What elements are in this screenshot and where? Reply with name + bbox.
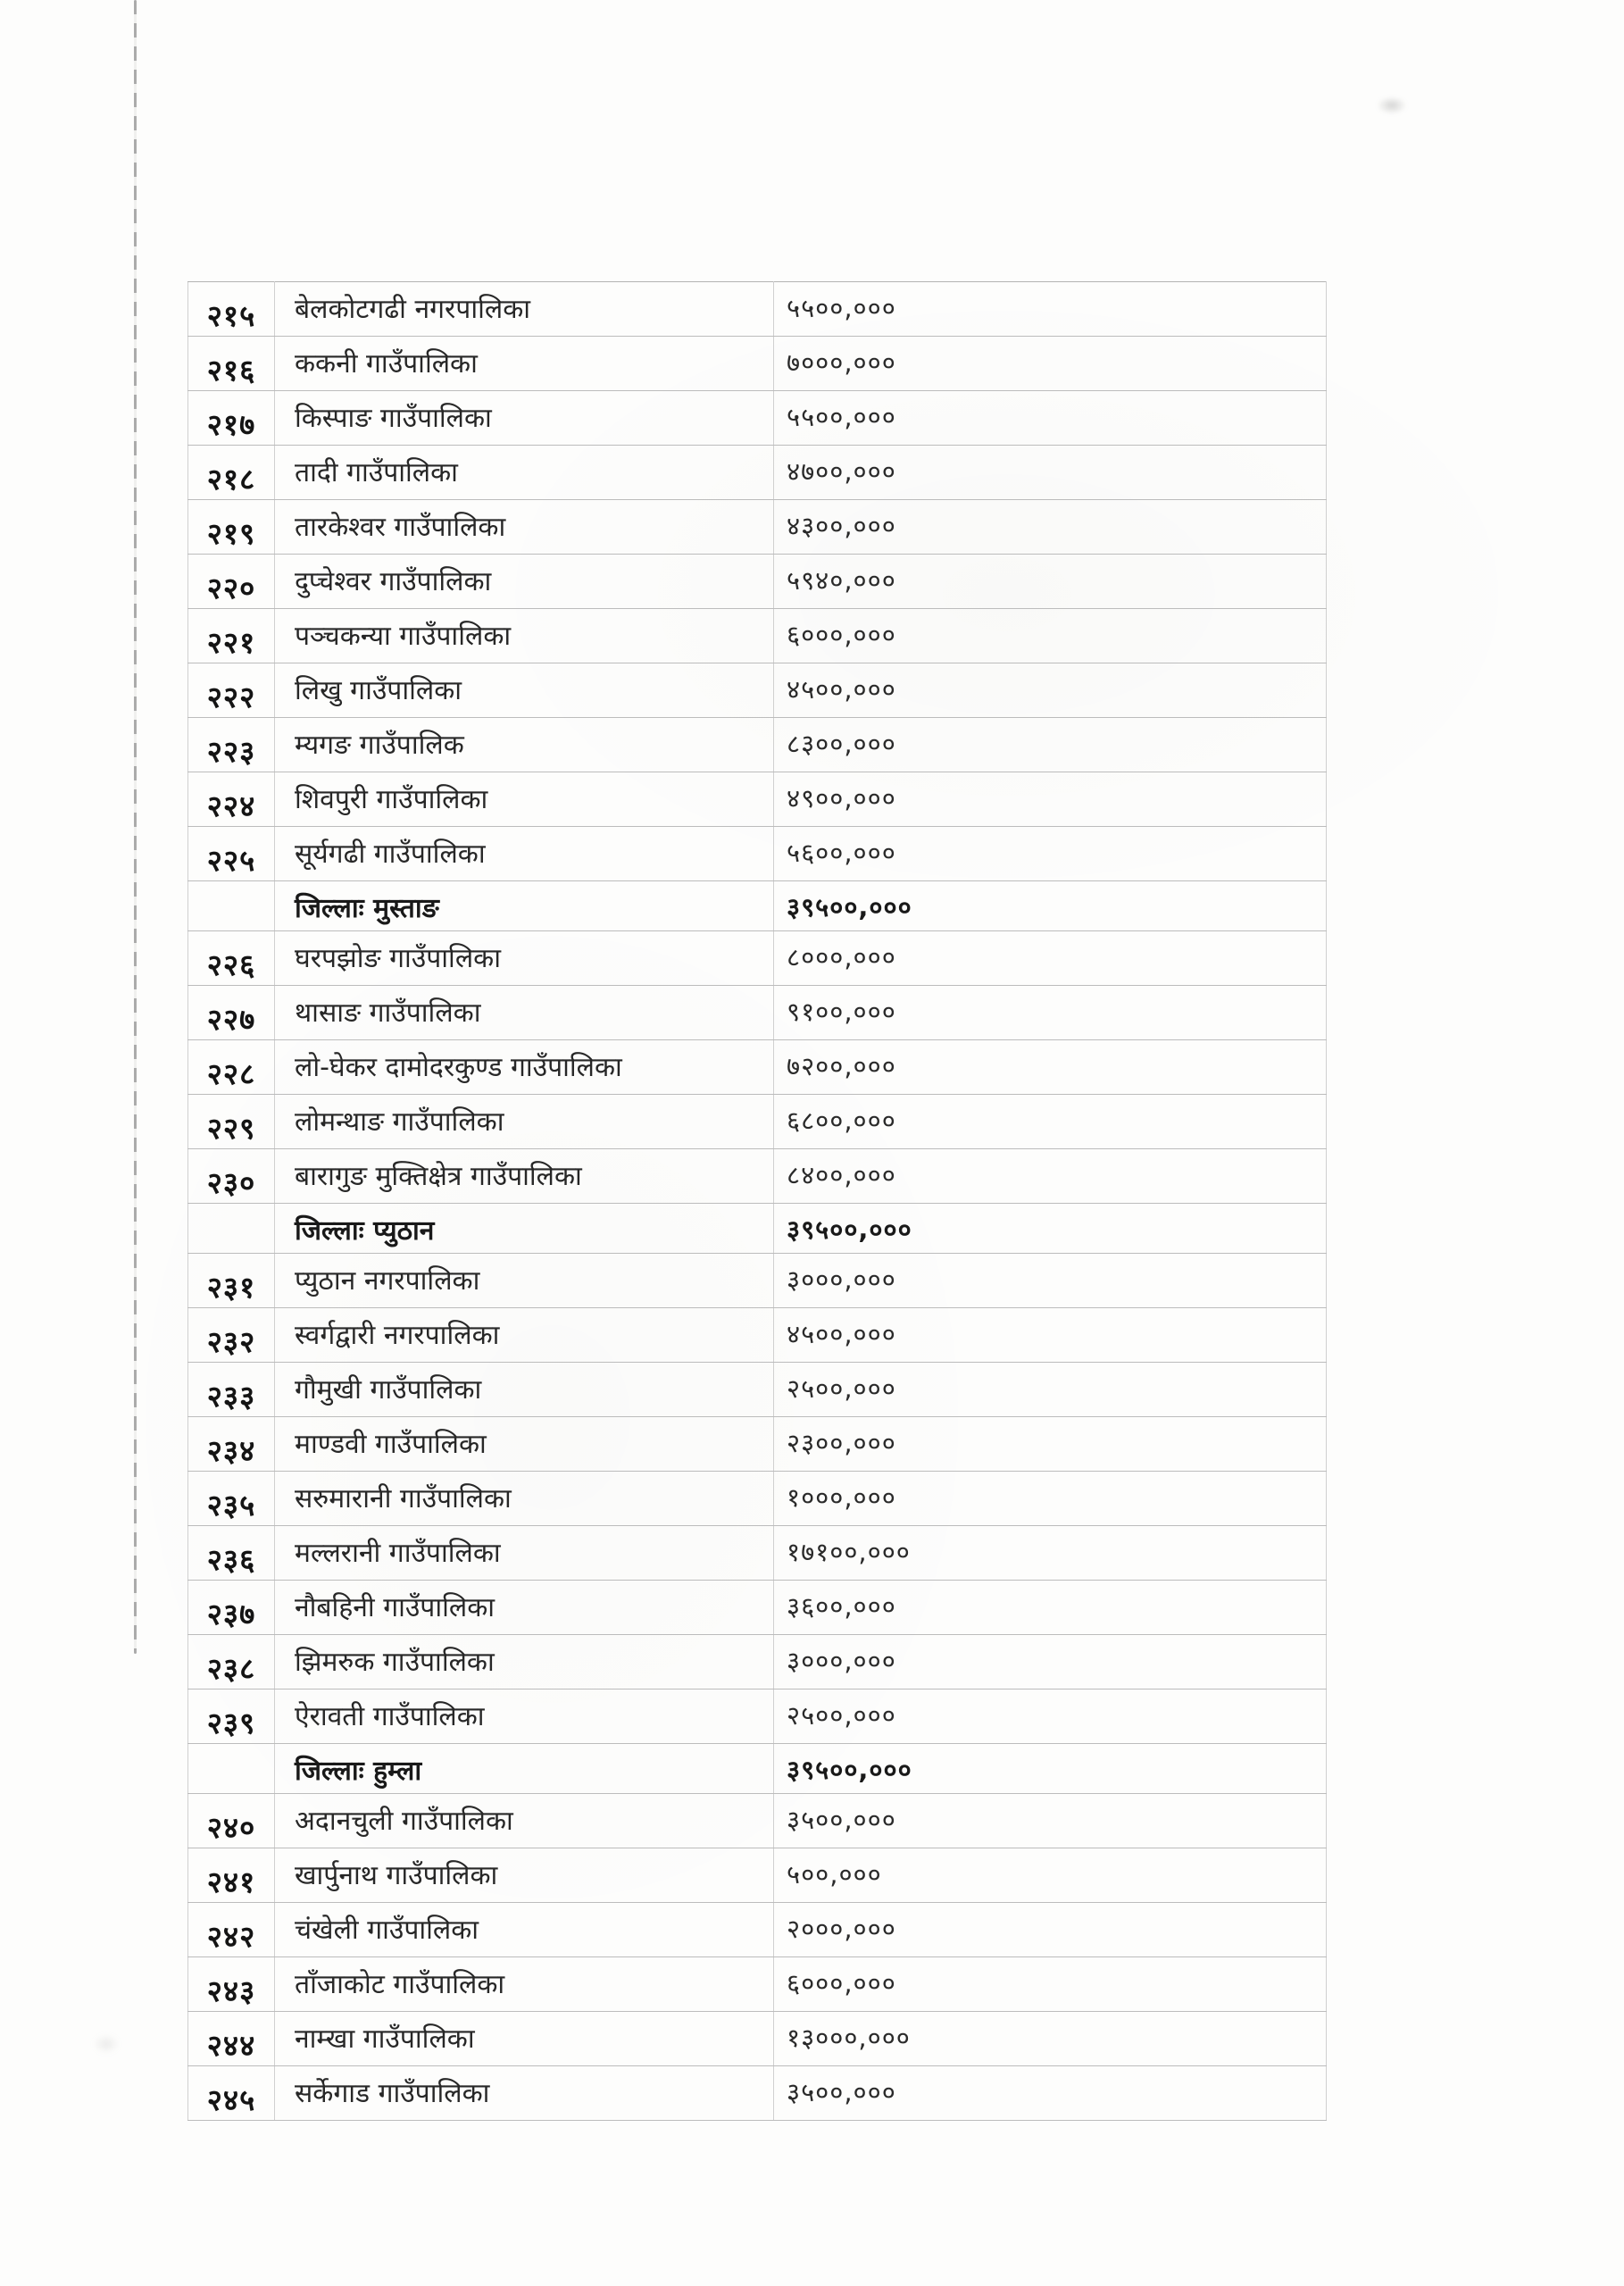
serial-number-cell: २३३ [188, 1363, 275, 1417]
serial-number-cell: २४५ [188, 2066, 275, 2121]
serial-number-cell: २३५ [188, 1472, 275, 1526]
municipality-name-cell: पञ्चकन्या गाउँपालिका [275, 609, 774, 663]
municipality-name-cell: ऐरावती गाउँपालिका [275, 1689, 774, 1744]
table-row [188, 1149, 1327, 1204]
serial-number-cell: २१५ [188, 282, 275, 337]
serial-number-cell: २३० [188, 1149, 275, 1204]
serial-number-cell: २३८ [188, 1635, 275, 1689]
serial-number-cell: २२५ [188, 827, 275, 881]
municipality-name-cell: ककनी गाउँपालिका [275, 337, 774, 391]
amount-cell: २५००,००० [774, 1689, 1327, 1744]
table-row [188, 1957, 1327, 2012]
amount-cell: ५५००,००० [774, 282, 1327, 337]
municipality-name-cell: तादी गाउँपालिका [275, 446, 774, 500]
table-row [188, 2012, 1327, 2066]
amount-cell: ३५००,००० [774, 1794, 1327, 1848]
serial-number-cell: २२२ [188, 663, 275, 718]
municipality-name-cell: म्यगङ गाउँपालिक [275, 718, 774, 772]
amount-cell: २०००,००० [774, 1903, 1327, 1957]
municipality-name-cell: जिल्लाः मुस्ताङ [275, 881, 774, 931]
municipality-name-cell: लो-घेकर दामोदरकुण्ड गाउँपालिका [275, 1040, 774, 1095]
district-total-row [188, 1744, 1327, 1794]
municipality-name-cell: सूर्यगढी गाउँपालिका [275, 827, 774, 881]
table-row [188, 1848, 1327, 1903]
scan-smudge-top-right [1377, 96, 1407, 114]
municipality-name-cell: प्युठान नगरपालिका [275, 1254, 774, 1308]
amount-cell: ४७००,००० [774, 446, 1327, 500]
scan-artifact-left-line [134, 0, 137, 1654]
amount-cell: ३९५००,००० [774, 1204, 1327, 1254]
municipality-name-cell: लिखु गाउँपालिका [275, 663, 774, 718]
serial-number-cell: २४२ [188, 1903, 275, 1957]
serial-number-cell: २२७ [188, 986, 275, 1040]
amount-cell: ४९००,००० [774, 772, 1327, 827]
serial-number-cell: २३१ [188, 1254, 275, 1308]
table-row [188, 663, 1327, 718]
municipality-name-cell: शिवपुरी गाउँपालिका [275, 772, 774, 827]
municipality-name-cell: ताँजाकोट गाउँपालिका [275, 1957, 774, 2012]
serial-number-cell: २३२ [188, 1308, 275, 1363]
municipality-name-cell: झिमरुक गाउँपालिका [275, 1635, 774, 1689]
municipality-name-cell: तारकेश्वर गाउँपालिका [275, 500, 774, 555]
serial-number-cell: २२८ [188, 1040, 275, 1095]
amount-cell: ७२००,००० [774, 1040, 1327, 1095]
municipality-name-cell: अदानचुली गाउँपालिका [275, 1794, 774, 1848]
municipality-name-cell: किस्पाङ गाउँपालिका [275, 391, 774, 446]
municipality-name-cell: सरुमारानी गाउँपालिका [275, 1472, 774, 1526]
serial-number-cell: २१६ [188, 337, 275, 391]
municipality-name-cell: चंखेली गाउँपालिका [275, 1903, 774, 1957]
amount-cell: २५००,००० [774, 1363, 1327, 1417]
table-row [188, 1095, 1327, 1149]
municipality-name-cell: नौबहिनी गाउँपालिका [275, 1581, 774, 1635]
serial-number-cell: २२१ [188, 609, 275, 663]
district-total-row [188, 881, 1327, 931]
table-row [188, 1689, 1327, 1744]
serial-number-cell: २२४ [188, 772, 275, 827]
serial-number-cell: २१९ [188, 500, 275, 555]
table-row [188, 555, 1327, 609]
serial-number-cell: २३९ [188, 1689, 275, 1744]
table-row [188, 1903, 1327, 1957]
table-row [188, 282, 1327, 337]
amount-cell: ३०००,००० [774, 1635, 1327, 1689]
serial-number-cell [188, 881, 275, 931]
municipality-name-cell: जिल्लाः हुम्ला [275, 1744, 774, 1794]
table-body [188, 282, 1327, 2121]
table-row [188, 500, 1327, 555]
amount-cell: ५००,००० [774, 1848, 1327, 1903]
amount-cell: ६०००,००० [774, 609, 1327, 663]
table-row [188, 827, 1327, 881]
amount-cell: ३९५००,००० [774, 1744, 1327, 1794]
municipality-name-cell: गौमुखी गाउँपालिका [275, 1363, 774, 1417]
municipality-name-cell: लोमन्थाङ गाउँपालिका [275, 1095, 774, 1149]
table-row [188, 446, 1327, 500]
table-row [188, 772, 1327, 827]
amount-cell: ६०००,००० [774, 1957, 1327, 2012]
table-row [188, 1581, 1327, 1635]
amount-cell: ३६००,००० [774, 1581, 1327, 1635]
amount-cell: ६८००,००० [774, 1095, 1327, 1149]
serial-number-cell: २२९ [188, 1095, 275, 1149]
amount-cell: २३००,००० [774, 1417, 1327, 1472]
serial-number-cell: २३६ [188, 1526, 275, 1581]
amount-cell: ५९४०,००० [774, 555, 1327, 609]
amount-cell: ३९५००,००० [774, 881, 1327, 931]
district-total-row [188, 1204, 1327, 1254]
amount-cell: १३०००,००० [774, 2012, 1327, 2066]
table-row [188, 1417, 1327, 1472]
table-row [188, 1363, 1327, 1417]
municipality-name-cell: नाम्खा गाउँपालिका [275, 2012, 774, 2066]
table-row [188, 609, 1327, 663]
municipality-name-cell: स्वर्गद्वारी नगरपालिका [275, 1308, 774, 1363]
amount-cell: ७०००,००० [774, 337, 1327, 391]
amount-cell: ८४००,००० [774, 1149, 1327, 1204]
serial-number-cell: २४० [188, 1794, 275, 1848]
amount-cell: १०००,००० [774, 1472, 1327, 1526]
table-row [188, 391, 1327, 446]
scan-smudge-bottom-left [93, 2034, 120, 2054]
amount-cell: ४३००,००० [774, 500, 1327, 555]
amount-cell: ५६००,००० [774, 827, 1327, 881]
serial-number-cell: २४४ [188, 2012, 275, 2066]
table-row [188, 1308, 1327, 1363]
table-row [188, 1794, 1327, 1848]
municipality-name-cell: जिल्लाः प्युठान [275, 1204, 774, 1254]
table-row [188, 337, 1327, 391]
municipality-name-cell: बारागुङ मुक्तिक्षेत्र गाउँपालिका [275, 1149, 774, 1204]
serial-number-cell [188, 1204, 275, 1254]
amount-cell: ३०००,००० [774, 1254, 1327, 1308]
municipality-name-cell: मल्लरानी गाउँपालिका [275, 1526, 774, 1581]
table-row [188, 931, 1327, 986]
table-row [188, 986, 1327, 1040]
amount-cell: ४५००,००० [774, 1308, 1327, 1363]
table-row [188, 1254, 1327, 1308]
municipality-name-cell: माण्डवी गाउँपालिका [275, 1417, 774, 1472]
serial-number-cell: २१८ [188, 446, 275, 500]
municipality-name-cell: सर्केगाड गाउँपालिका [275, 2066, 774, 2121]
serial-number-cell [188, 1744, 275, 1794]
municipality-name-cell: दुप्चेश्वर गाउँपालिका [275, 555, 774, 609]
table-row [188, 1040, 1327, 1095]
table-row [188, 718, 1327, 772]
municipality-name-cell: बेलकोटगढी नगरपालिका [275, 282, 774, 337]
amount-cell: ९१००,००० [774, 986, 1327, 1040]
municipality-name-cell: घरपझोङ गाउँपालिका [275, 931, 774, 986]
table-row [188, 1526, 1327, 1581]
amount-cell: ३५००,००० [774, 2066, 1327, 2121]
serial-number-cell: २२६ [188, 931, 275, 986]
amount-cell: ५५००,००० [774, 391, 1327, 446]
municipality-allocation-table [187, 281, 1327, 2121]
amount-cell: १७१००,००० [774, 1526, 1327, 1581]
municipality-name-cell: खार्पुनाथ गाउँपालिका [275, 1848, 774, 1903]
serial-number-cell: २१७ [188, 391, 275, 446]
serial-number-cell: २३४ [188, 1417, 275, 1472]
serial-number-cell: २४३ [188, 1957, 275, 2012]
table-row [188, 2066, 1327, 2121]
table-row [188, 1472, 1327, 1526]
amount-cell: ४५००,००० [774, 663, 1327, 718]
serial-number-cell: २२३ [188, 718, 275, 772]
amount-cell: ८०००,००० [774, 931, 1327, 986]
serial-number-cell: २४१ [188, 1848, 275, 1903]
serial-number-cell: २२० [188, 555, 275, 609]
table-row [188, 1635, 1327, 1689]
amount-cell: ८३००,००० [774, 718, 1327, 772]
serial-number-cell: २३७ [188, 1581, 275, 1635]
municipality-name-cell: थासाङ गाउँपालिका [275, 986, 774, 1040]
